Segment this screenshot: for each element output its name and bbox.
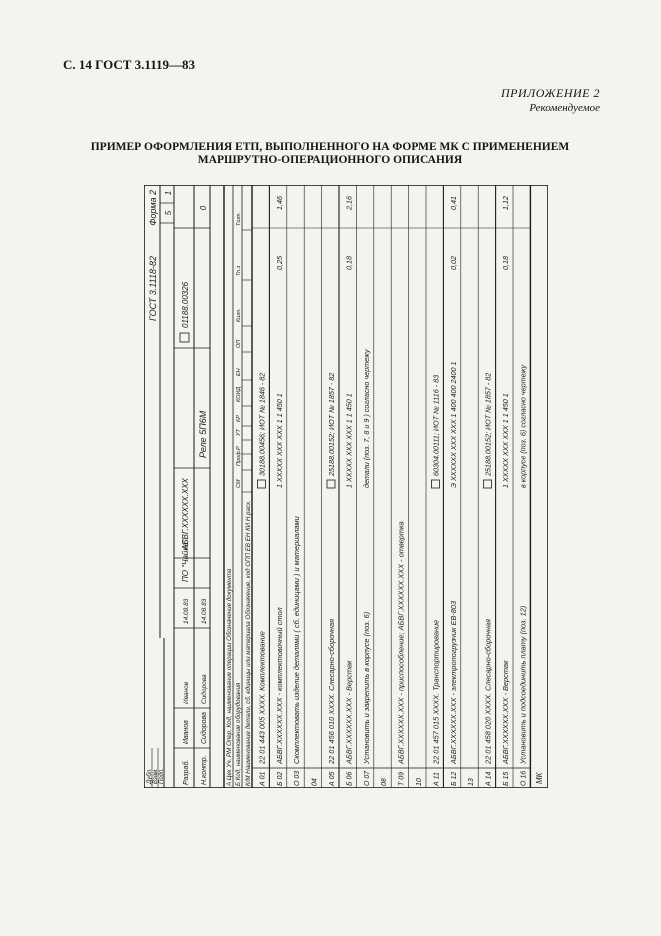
row-number: О 16: [520, 770, 528, 786]
row-doc-box: [327, 480, 335, 488]
row-text: АБВГ.XXXXXX.XXX - электропогрузчик ЕВ-803: [448, 600, 458, 764]
sheets-total: 5: [164, 210, 173, 216]
row-tsht: 0,41: [448, 196, 458, 210]
left-label-strip: [147, 748, 165, 788]
row-tsht: 1,46: [274, 196, 284, 210]
stamp-signature: Иванов: [183, 681, 190, 704]
operation-rows: [252, 185, 530, 788]
head-col-label: Кшт.: [236, 308, 242, 322]
stamp-date: 14.08.83: [183, 598, 190, 624]
row-tpz: 0,18: [501, 256, 510, 270]
row-number: А 05: [329, 771, 336, 786]
stamp-code: 01188.00326: [181, 281, 190, 328]
head-col-label: УТ: [236, 429, 242, 436]
row-number: 10: [416, 778, 423, 786]
caption-line-1: ПРИМЕР ОФОРМЛЕНИЯ ЕТП, ВЫПОЛНЕННОГО НА ФОРМЕ МК С ПРИМЕНЕНИЕМ: [90, 141, 570, 153]
row-text: 22 01 456 010 XXXX. Слесарно-сборочная: [327, 618, 336, 764]
appendix-block: [501, 86, 600, 114]
row-number: Б 06: [346, 771, 354, 786]
row-number: Б 12: [450, 771, 458, 786]
row-tpz: 0,18: [344, 256, 354, 270]
strip-label: Подп.: [159, 768, 165, 784]
head-col-label: Р: [236, 446, 242, 450]
row-text: Скомплектовать изделие деталями ( сб. единицами ) и материалами: [292, 516, 302, 764]
row-tsht: 2,16: [344, 196, 354, 210]
title-block: [160, 185, 224, 788]
row-doc: 1 XXXXX XXX XXX 1 1 450 1: [501, 393, 510, 488]
head-col-label: ОП: [236, 339, 242, 348]
head-col-label: КОИД: [236, 386, 242, 402]
form-standard: ГОСТ 3.1118-82: [148, 256, 158, 321]
row-doc-box: [484, 480, 492, 488]
stamp-name: Сидорова: [201, 712, 208, 744]
figure-caption: [80, 141, 580, 167]
row-number: 08: [381, 778, 389, 786]
row-text: АБВГ.XXXXXX.XXX - комплектовочный стол: [274, 607, 284, 764]
row-tpz: 0,02: [448, 256, 458, 270]
row-doc: 60304.00111; ИОТ № 1116 - 83: [431, 374, 441, 476]
row-text: 22 01 443 005 XXXX. Комплектование: [257, 631, 267, 764]
code-box: [180, 333, 189, 342]
row-text: 22 01 458 020 XXXX. Слесарно-сборочная: [483, 618, 493, 764]
head-col-label: СМ: [236, 479, 242, 488]
row-doc: Э XXXXXX XXX XXX 1 400 400 2400 1: [448, 361, 458, 488]
row-doc: детали (поз. 7, 8 и 9 ) согласно чертежу: [361, 349, 371, 488]
caption-line-2: МАРШРУТНО-ОПЕРАЦИОННОГО ОПИСАНИЯ: [197, 154, 463, 166]
route-card-drawing: [144, 185, 548, 788]
head-col-label: ЕН: [236, 368, 242, 376]
row-number: 13: [468, 778, 476, 786]
row-doc: 1 XXXXX XXX XXX 1 1 450 1: [274, 393, 284, 488]
stamp-product: Реле 5П6М: [198, 410, 208, 458]
row-doc: 25188.00152; ИОТ № 1857 - 82: [483, 372, 493, 476]
stamp-designation: АБВГ.XXXXXX.XXX: [181, 478, 190, 550]
route-card-form: [144, 185, 548, 788]
head-col-label: Тп.з: [236, 265, 242, 276]
row-doc: 30188.00456; ИОТ № 1846 - 82: [257, 372, 267, 476]
row-doc: 1 XXXXX XXX XXX 1 1 450 1: [344, 393, 354, 488]
column-headings: [226, 185, 252, 788]
row-number: А 14: [485, 771, 493, 786]
head-col-label: КР: [236, 415, 242, 422]
row-text: АБВГ.XXXXXX.XXX - Верстак: [344, 660, 354, 764]
stamp-signature: Сидорова: [201, 674, 208, 704]
stamp-role: Разраб.: [183, 759, 190, 785]
row-number: А 01: [259, 771, 267, 786]
row-tsht: 1,12: [501, 196, 510, 210]
head-col-label: Тшт.: [236, 212, 242, 226]
head-row-b: Б Код, наименование оборудования: [235, 682, 242, 786]
row-text: Установить и закрепить в корпусе (поз. 6): [361, 611, 371, 764]
row-number: Т 09: [398, 771, 406, 786]
appendix-title: ПРИЛОЖЕНИЕ 2: [501, 86, 600, 100]
row-tpz: 0,25: [274, 256, 284, 270]
strip-label: Дубл.: [147, 768, 153, 784]
row-text: АБВГ.XXXXXX.XXX - Верстак: [501, 660, 510, 764]
row-doc: 25188.00152; ИОТ № 1857 - 82: [327, 372, 336, 476]
stamp-name: Иванов: [183, 720, 190, 744]
stamp-role: Н.контр.: [201, 755, 208, 785]
head-row-k: К/М Наименование детали, сб. единицы или материала Обозначение, код ОПП ЕВ ЕН КИ Н.расх.: [245, 500, 252, 786]
appendix-subtitle: Рекомендуемое: [529, 102, 600, 114]
rotated-form: [144, 185, 548, 788]
stamp-org: ПО "Чайка": [181, 539, 190, 582]
row-number: Б 02: [276, 771, 284, 786]
row-doc-box: [257, 480, 265, 488]
row-text: 22 01 457 015 XXXX. Транспортирование: [431, 619, 441, 764]
row-text: АБВГ.XXXXXX.XXX - приспособление; АБВГ.XXXXXX.XXX - отвертка: [396, 521, 406, 764]
stamp-code-tail: 0: [199, 205, 208, 211]
strip-label: Взам.: [153, 768, 159, 784]
row-number: О 03: [294, 770, 302, 786]
form-number: Форма 2: [148, 190, 158, 226]
row-doc-box: [431, 480, 439, 488]
form-footer: [530, 185, 544, 788]
row-text: Установить и подсоединить плату (поз. 12): [518, 605, 528, 764]
head-row-a: А Цех Уч. РМ Опер. Код, наименование операции Обозначение документа: [226, 568, 233, 786]
row-number: А 11: [433, 772, 441, 786]
row-number: О 07: [363, 770, 371, 786]
footer-label: МК: [535, 772, 544, 784]
head-col-label: Проф.: [236, 449, 242, 466]
page-header: С. 14 ГОСТ 3.1119—83: [63, 57, 195, 72]
row-doc: в корпусе (поз. 6) согласно чертежу: [518, 364, 528, 488]
stamp-date: 14.08.83: [201, 598, 208, 624]
sheet-number: 1: [164, 190, 173, 196]
row-number: 04: [311, 778, 319, 786]
row-number: Б 15: [503, 771, 510, 786]
